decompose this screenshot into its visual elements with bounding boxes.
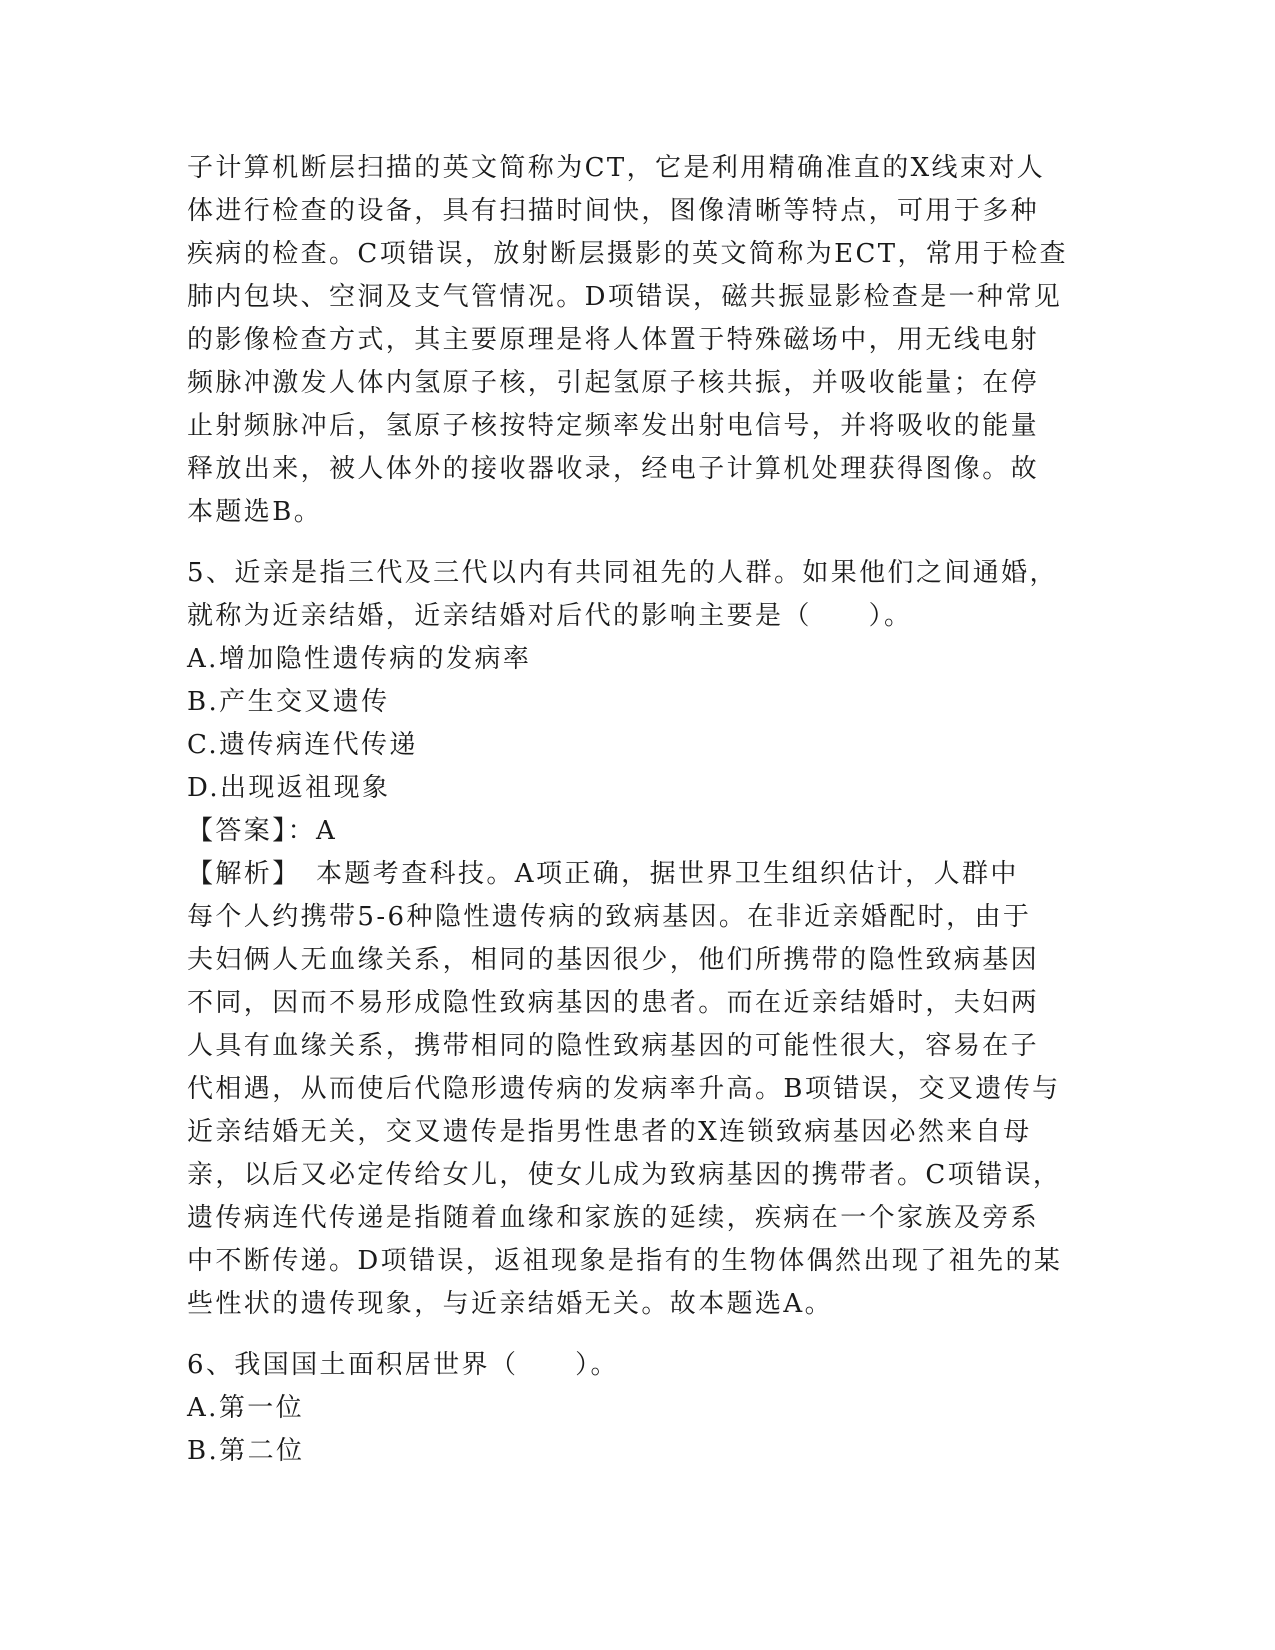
explanation-line: 近亲结婚无关，交叉遗传是指男性患者的X连锁致病基因必然来自母: [187, 1117, 1032, 1147]
text-line: 疾病的检查。C项错误，放射断层摄影的英文简称为ECT，常用于检查: [187, 239, 1068, 269]
explanation-line: 些性状的遗传现象，与近亲结婚无关。故本题选A。: [187, 1289, 833, 1319]
explanation-line: 每个人约携带5-6种隐性遗传病的致病基因。在非近亲婚配时，由于: [187, 902, 1032, 932]
option-a: A.第一位: [187, 1393, 305, 1423]
explanation-line: 遗传病连代传递是指随着血缘和家族的延续，疾病在一个家族及旁系: [187, 1203, 1040, 1233]
question-stem: 5、近亲是指三代及三代以内有共同祖先的人群。如果他们之间通婚，: [187, 558, 1058, 588]
option-c: C.遗传病连代传递: [187, 730, 418, 760]
explanation-line: 代相遇，从而使后代隐形遗传病的发病率升高。B项错误，交叉遗传与: [187, 1074, 1061, 1104]
text-line: 肺内包块、空洞及支气管情况。D项错误，磁共振显影检查是一种常见: [187, 282, 1063, 312]
text-line: 频脉冲激发人体内氢原子核，引起氢原子核共振，并吸收能量；在停: [187, 368, 1040, 398]
explanation-line: 不同，因而不易形成隐性致病基因的患者。而在近亲结婚时，夫妇两: [187, 988, 1040, 1018]
answer-line: 【答案】：A: [187, 816, 338, 846]
option-a: A.增加隐性遗传病的发病率: [187, 644, 532, 674]
question-6: [187, 1344, 1087, 1473]
text-line: 子计算机断层扫描的英文简称为CT，它是利用精确准直的X线束对人: [187, 153, 1046, 183]
explanation-line: 中不断传递。D项错误，返祖现象是指有的生物体偶然出现了祖先的某: [187, 1246, 1063, 1276]
explanation-line: 【解析】 本题考查科技。A项正确，据世界卫生组织估计，人群中: [187, 859, 1019, 889]
option-d: D.出现返祖现象: [187, 773, 391, 803]
question-stem: 就称为近亲结婚，近亲结婚对后代的影响主要是（ ）。: [187, 601, 913, 631]
option-b: B.第二位: [187, 1436, 305, 1466]
question-5: [187, 552, 1087, 1326]
explanation-line: 夫妇俩人无血缘关系，相同的基因很少，他们所携带的隐性致病基因: [187, 945, 1040, 975]
q4-explanation-continued: [187, 147, 1087, 534]
question-stem: 6、我国国土面积居世界（ ）。: [187, 1350, 619, 1380]
text-line: 体进行检查的设备，具有扫描时间快，图像清晰等特点，可用于多种: [187, 196, 1040, 226]
document-page: [187, 147, 1087, 1473]
text-line: 止射频脉冲后，氢原子核按特定频率发出射电信号，并将吸收的能量: [187, 411, 1040, 441]
text-line: 的影像检查方式，其主要原理是将人体置于特殊磁场中，用无线电射: [187, 325, 1040, 355]
text-line: 释放出来，被人体外的接收器收录，经电子计算机处理获得图像。故: [187, 454, 1040, 484]
explanation-line: 人具有血缘关系，携带相同的隐性致病基因的可能性很大，容易在子: [187, 1031, 1040, 1061]
text-line: 本题选B。: [187, 497, 323, 527]
explanation-line: 亲，以后又必定传给女儿，使女儿成为致病基因的携带者。C项错误，: [187, 1160, 1062, 1190]
option-b: B.产生交叉遗传: [187, 687, 390, 717]
